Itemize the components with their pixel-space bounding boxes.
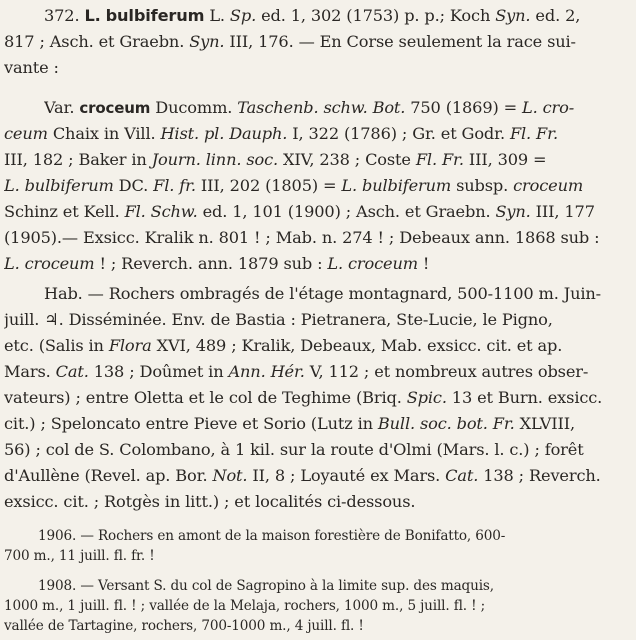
habitat-line-5: vateurs) ; entre Oletta et le col de Teghime (Briq. Spic. 13 et Burn. exsicc. bbox=[4, 388, 603, 407]
variety-line-1: Var. croceum Ducomm. Taschenb. schw. Bot. 750 (1869) = L. cro- bbox=[44, 98, 575, 117]
variety-line-5: Schinz et Kell. Fl. Schw. ed. 1, 101 (1900) ; Asch. et Graebn. Syn. III, 177 bbox=[4, 202, 595, 221]
variety-line-3: III, 182 ; Baker in Journ. linn. soc. XIV, 238 ; Coste Fl. Fr. III, 309 = bbox=[4, 150, 547, 169]
habitat-line-6: cit.) ; Speloncato entre Pieve et Sorio (Lutz in Bull. soc. bot. Fr. XLVIII, bbox=[4, 414, 575, 433]
entry-number: 372. bbox=[44, 6, 80, 25]
note-1908-line-3: vallée de Tartagine, rochers, 700-1000 m., 4 juill. fl. ! bbox=[4, 618, 364, 634]
variety-prefix: Var. bbox=[44, 98, 75, 117]
variety-line-6: (1905).— Exsicc. Kralik n. 801 ! ; Mab. n. 274 ! ; Debeaux ann. 1868 sub : bbox=[4, 228, 600, 247]
habitat-line-8: d'Aullène (Revel. ap. Bor. Not. II, 8 ; Loyauté ex Mars. Cat. 138 ; Reverch. bbox=[4, 466, 601, 485]
habitat-line-7: 56) ; col de S. Colombano, à 1 kil. sur la route d'Olmi (Mars. l. c.) ; forêt bbox=[4, 440, 584, 459]
note-1908-line-2: 1000 m., 1 juill. fl. ! ; vallée de la Melaja, rochers, 1000 m., 5 juill. fl. ! ; bbox=[4, 598, 486, 614]
habitat-line-1: Hab. — Rochers ombragés de l'étage montagnard, 500-1100 m. Juin- bbox=[44, 284, 601, 303]
entry-line-3: vante : bbox=[4, 58, 59, 77]
species-name: bulbiferum bbox=[105, 6, 205, 25]
note-1908-line-1: 1908. — Versant S. du col de Sagropino à la limite sup. des maquis, bbox=[38, 578, 494, 594]
entry-line-1: 372. L. bulbiferum L. Sp. ed. 1, 302 (1753) p. p.; Koch Syn. ed. 2, bbox=[44, 6, 581, 25]
variety-line-4: L. bulbiferum DC. Fl. fr. III, 202 (1805) = L. bulbiferum subsp. croceum bbox=[4, 176, 584, 195]
habitat-line-4: Mars. Cat. 138 ; Doûmet in Ann. Hér. V, 112 ; et nombreux autres obser- bbox=[4, 362, 589, 381]
variety-line-2: ceum Chaix in Vill. Hist. pl. Dauph. I, 322 (1786) ; Gr. et Godr. Fl. Fr. bbox=[4, 124, 558, 143]
habitat-line-9: exsicc. cit. ; Rotgès in litt.) ; et localités ci-dessous. bbox=[4, 492, 416, 511]
genus-abbr: L. bbox=[84, 6, 101, 25]
habitat-line-2: juill. ♃. Disséminée. Env. de Bastia : Pietranera, Ste-Lucie, le Pigno, bbox=[4, 310, 553, 329]
habitat-line-3: etc. (Salis in Flora XVI, 489 ; Kralik, Debeaux, Mab. exsicc. cit. et ap. bbox=[4, 336, 563, 355]
variety-line-7: L. croceum ! ; Reverch. ann. 1879 sub : L. croceum ! bbox=[4, 254, 430, 273]
variety-name: croceum bbox=[79, 99, 151, 117]
note-1906-line-1: 1906. — Rochers en amont de la maison forestière de Bonifatto, 600- bbox=[38, 528, 506, 544]
entry-line-2: 817 ; Asch. et Graebn. Syn. III, 176. — En Corse seulement la race sui- bbox=[4, 32, 576, 51]
note-1906-line-2: 700 m., 11 juill. fl. fr. ! bbox=[4, 548, 155, 564]
